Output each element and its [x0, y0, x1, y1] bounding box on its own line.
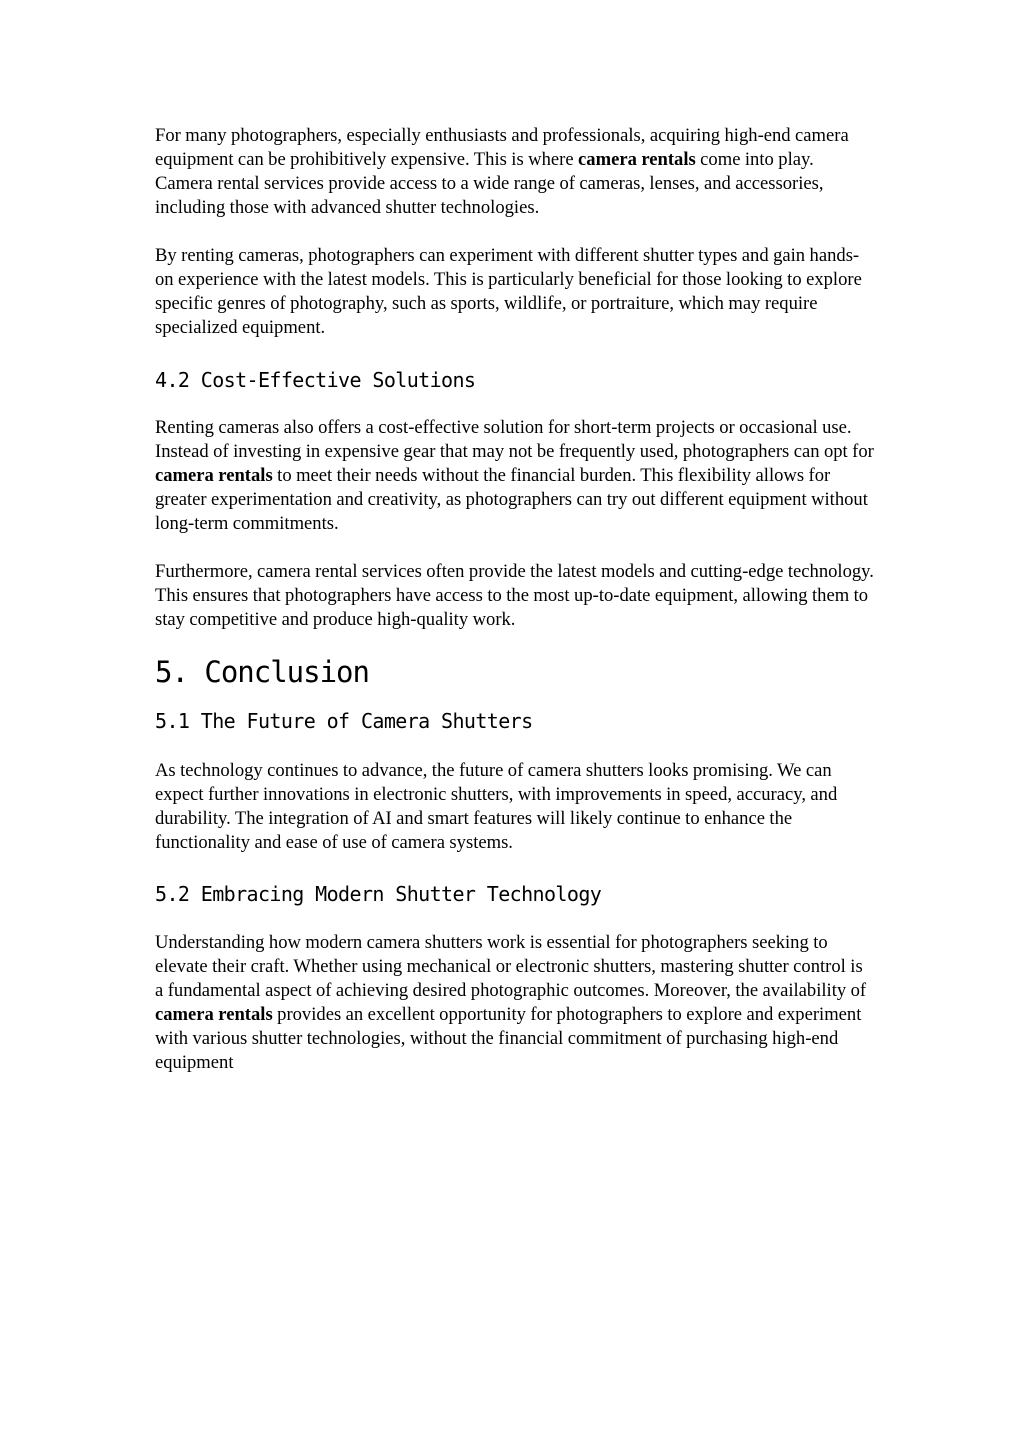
paragraph-cost-effective	[155, 416, 875, 536]
document-page	[155, 124, 875, 1075]
heading-5-2: 5.2 Embracing Modern Shutter Technology	[155, 882, 602, 906]
paragraph-text: to meet their needs without the financial burden. This flexibility allows for greater experimentation and creativity, as photographers can try out different equipment without long-term commitments.	[155, 465, 868, 534]
paragraph-renting-experiment: By renting cameras, photographers can experiment with different shutter types and gain hands-on experience with the latest models. This is particularly beneficial for those looking to explore specific genres of photography, such as sports, wildlife, or portraiture, which may require specialized equipment.	[155, 245, 862, 338]
bold-term-camera-rentals: camera rentals	[155, 465, 273, 486]
heading-4-2: 4.2 Cost-Effective Solutions	[155, 368, 476, 392]
paragraph-text: Understanding how modern camera shutters work is essential for photographers seeking to elevate their craft. Whether using mechanical or electronic shutters, mastering shutter control is a fundamental aspect of achieving desired photographic outcomes. Moreover, the availability of	[155, 932, 867, 1001]
paragraph-text: Renting cameras also offers a cost-effective solution for short-term projects or occasional use. Instead of investing in expensive gear that may not be frequently used, photographers can opt for	[155, 417, 874, 462]
heading-5-1: 5.1 The Future of Camera Shutters	[155, 709, 533, 733]
paragraph-text: provides an excellent opportunity for photographers to explore and experiment with various shutter technologies, without the financial commitment of purchasing high-end equipment	[155, 1004, 862, 1073]
paragraph-furthermore: Furthermore, camera rental services often provide the latest models and cutting-edge technology. This ensures that photographers have access to the most up-to-date equipment, allowing them to stay competitive and produce high-quality work.	[155, 561, 874, 630]
paragraph-text: come into play. Camera rental services provide access to a wide range of cameras, lenses, and accessories, including those with advanced shutter technologies.	[155, 149, 824, 218]
paragraph-embracing-technology	[155, 931, 875, 1075]
heading-5-conclusion: 5. Conclusion	[155, 655, 369, 689]
bold-term-camera-rentals: camera rentals	[155, 1004, 273, 1025]
paragraph-camera-rentals-intro	[155, 124, 875, 220]
paragraph-text: For many photographers, especially enthusiasts and professionals, acquiring high-end camera equipment can be prohibitively expensive. This is where	[155, 125, 849, 170]
paragraph-future-shutters: As technology continues to advance, the future of camera shutters looks promising. We can expect further innovations in electronic shutters, with improvements in speed, accuracy, and durability. The integration of AI and smart features will likely continue to enhance the functionality and ease of use of camera systems.	[155, 760, 838, 853]
bold-term-camera-rentals: camera rentals	[578, 149, 696, 170]
